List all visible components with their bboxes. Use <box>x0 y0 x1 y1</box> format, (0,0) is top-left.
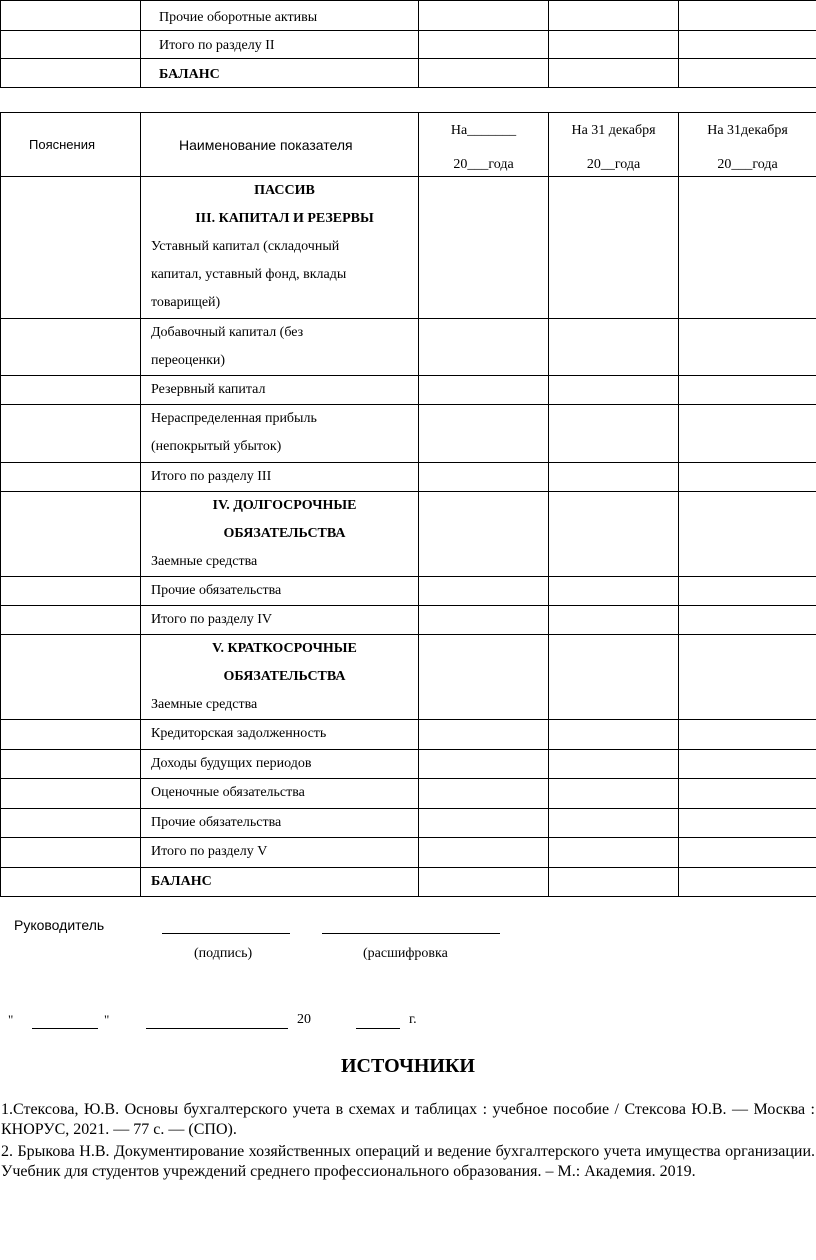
indicator-cell <box>141 59 419 88</box>
table-row <box>1 838 816 868</box>
value-cell <box>549 577 679 606</box>
table-row <box>1 577 816 606</box>
value-cell <box>549 59 679 88</box>
section-heading: IV. ДОЛГОСРОЧНЫЕ <box>212 498 357 513</box>
value-cell <box>549 376 679 405</box>
indicator-label: Уставный капитал (складочный <box>151 239 340 254</box>
signature-sign-line <box>162 933 290 934</box>
value-cell <box>679 177 816 319</box>
value-cell <box>549 868 679 897</box>
sources-title: ИСТОЧНИКИ <box>341 1055 475 1077</box>
indicator-label: Итого по разделу V <box>151 844 268 859</box>
value-cell <box>549 606 679 635</box>
value-cell <box>679 405 816 463</box>
header-col2-bottom: 20__года <box>586 157 641 172</box>
indicator-cell <box>141 31 419 59</box>
indicator-cell <box>141 405 419 463</box>
value-cell <box>419 405 549 463</box>
table-row <box>1 779 816 809</box>
indicator-cell <box>141 779 419 809</box>
table-row <box>1 177 816 319</box>
indicator-label: Прочие обязательства <box>151 815 282 830</box>
header-indicator <box>141 113 419 177</box>
table-row <box>1 750 816 779</box>
value-cell <box>679 635 816 720</box>
notes-cell <box>1 319 141 376</box>
indicator-cell <box>141 750 419 779</box>
indicator-cell <box>141 577 419 606</box>
value-cell <box>419 577 549 606</box>
header-col3-bottom: 20___года <box>717 157 778 172</box>
notes-cell <box>1 59 141 88</box>
notes-cell <box>1 577 141 606</box>
header-notes <box>1 113 141 177</box>
notes-cell <box>1 779 141 809</box>
signature-decode-line <box>322 933 500 934</box>
value-cell <box>679 750 816 779</box>
header-col2-top: На 31 декабря <box>571 123 656 138</box>
notes-cell <box>1 405 141 463</box>
value-cell <box>419 492 549 577</box>
notes-cell <box>1 1 141 31</box>
notes-cell <box>1 750 141 779</box>
value-cell <box>419 319 549 376</box>
section-heading: V. КРАТКОСРОЧНЫЕ <box>212 641 357 656</box>
date-day-line <box>32 1028 98 1029</box>
date-year-line <box>356 1028 400 1029</box>
table-row <box>1 376 816 405</box>
value-cell <box>419 868 549 897</box>
notes-cell <box>1 606 141 635</box>
table-row <box>1 492 816 577</box>
value-cell <box>549 492 679 577</box>
sources-list <box>1 1100 815 1182</box>
value-cell <box>549 1 679 31</box>
value-cell <box>549 319 679 376</box>
notes-cell <box>1 838 141 868</box>
notes-cell <box>1 720 141 750</box>
value-cell <box>419 720 549 750</box>
notes-cell <box>1 463 141 492</box>
indicator-cell <box>141 319 419 376</box>
liabilities-table <box>0 112 816 897</box>
indicator-cell <box>141 1 419 31</box>
source-item-2: 2. Брыкова Н.В. Документирование хозяйственных операций и ведение бухгалтерского учета имущества организации. Учебник для студентов учреждений среднего профессионального образования. – М.: Академия. 2019. <box>1 1143 815 1180</box>
value-cell <box>419 809 549 838</box>
section-heading: ПАССИВ <box>254 183 315 198</box>
indicator-label: переоценки) <box>151 353 226 368</box>
indicator-cell <box>141 177 419 319</box>
signature-decode-caption: (расшифровка <box>363 946 448 961</box>
value-cell <box>419 31 549 59</box>
table-row <box>1 463 816 492</box>
table-row <box>1 606 816 635</box>
indicator-label: Итого по разделу IV <box>151 612 273 627</box>
indicator-cell <box>141 463 419 492</box>
indicator-label: Прочие обязательства <box>151 583 282 598</box>
value-cell <box>549 635 679 720</box>
header-col3-top: На 31декабря <box>707 123 788 138</box>
indicator-label: (непокрытый убыток) <box>151 439 282 454</box>
value-cell <box>419 779 549 809</box>
value-cell <box>419 606 549 635</box>
value-cell <box>549 31 679 59</box>
date-quote-close: " <box>104 1012 110 1027</box>
table-row <box>1 59 816 88</box>
indicator-label: Доходы будущих периодов <box>151 756 312 771</box>
table-row <box>1 809 816 838</box>
date-month-line <box>146 1028 288 1029</box>
value-cell <box>419 635 549 720</box>
notes-cell <box>1 635 141 720</box>
indicator-label: капитал, уставный фонд, вклады <box>151 267 347 282</box>
source-item-1: 1.Стексова, Ю.В. Основы бухгалтерского учета в схемах и таблицах : учебное пособие / Стексова Ю.В. — Москва : КНОРУС, 2021. — 77 с. — (СПО). <box>1 1101 815 1138</box>
notes-cell <box>1 31 141 59</box>
value-cell <box>679 779 816 809</box>
value-cell <box>419 376 549 405</box>
value-cell <box>679 809 816 838</box>
value-cell <box>679 31 816 59</box>
table-row <box>1 405 816 463</box>
value-cell <box>549 809 679 838</box>
value-cell <box>679 1 816 31</box>
header-indicator-label: Наименование показателя <box>179 136 353 153</box>
indicator-label: Итого по разделу III <box>151 469 272 484</box>
notes-cell <box>1 809 141 838</box>
table-row <box>1 319 816 376</box>
value-cell <box>549 720 679 750</box>
value-cell <box>419 177 549 319</box>
value-cell <box>419 838 549 868</box>
indicator-cell <box>141 868 419 897</box>
header-col1-top: На_______ <box>450 123 517 138</box>
value-cell <box>549 177 679 319</box>
indicator-label: БАЛАНС <box>151 874 212 889</box>
value-cell <box>679 606 816 635</box>
header-col1 <box>419 113 549 177</box>
date-year-suffix: г. <box>409 1012 417 1027</box>
value-cell <box>549 779 679 809</box>
indicator-label: Итого по разделу II <box>159 38 275 53</box>
indicator-label: БАЛАНС <box>159 67 220 82</box>
value-cell <box>679 59 816 88</box>
value-cell <box>419 750 549 779</box>
notes-cell <box>1 492 141 577</box>
value-cell <box>679 838 816 868</box>
indicator-label: Добавочный капитал (без <box>151 325 304 340</box>
indicator-label: Оценочные обязательства <box>151 785 305 800</box>
indicator-label: Резервный капитал <box>151 382 266 397</box>
section-heading: III. КАПИТАЛ И РЕЗЕРВЫ <box>195 211 374 226</box>
indicator-label: товарищей) <box>151 295 221 310</box>
notes-cell <box>1 868 141 897</box>
value-cell <box>679 577 816 606</box>
header-notes-label: Пояснения <box>29 137 96 152</box>
value-cell <box>549 838 679 868</box>
value-cell <box>419 1 549 31</box>
section-heading: ОБЯЗАТЕЛЬСТВА <box>223 526 346 541</box>
indicator-cell <box>141 606 419 635</box>
table-row <box>1 31 816 59</box>
value-cell <box>679 720 816 750</box>
indicator-cell <box>141 720 419 750</box>
value-cell <box>549 750 679 779</box>
value-cell <box>679 463 816 492</box>
notes-cell <box>1 177 141 319</box>
header-col1-bottom: 20___года <box>453 157 514 172</box>
signature-role: Руководитель <box>14 917 105 933</box>
value-cell <box>679 492 816 577</box>
value-cell <box>419 59 549 88</box>
section-heading: ОБЯЗАТЕЛЬСТВА <box>223 669 346 684</box>
value-cell <box>549 463 679 492</box>
table-row <box>1 635 816 720</box>
indicator-cell <box>141 635 419 720</box>
indicator-cell <box>141 492 419 577</box>
table-row <box>1 1 816 31</box>
date-year-prefix: 20 <box>297 1012 311 1027</box>
indicator-label: Нераспределенная прибыль <box>151 411 317 426</box>
indicator-label: Прочие оборотные активы <box>159 10 318 25</box>
indicator-cell <box>141 376 419 405</box>
notes-cell <box>1 376 141 405</box>
assets-table-fragment <box>0 0 816 88</box>
indicator-label: Кредиторская задолженность <box>151 726 327 741</box>
table-header-row <box>1 113 816 177</box>
value-cell <box>679 376 816 405</box>
value-cell <box>549 405 679 463</box>
value-cell <box>679 319 816 376</box>
indicator-cell <box>141 809 419 838</box>
value-cell <box>679 868 816 897</box>
date-quote-open: " <box>8 1012 14 1027</box>
indicator-cell <box>141 838 419 868</box>
table-row <box>1 868 816 897</box>
value-cell <box>419 463 549 492</box>
signature-sign-caption: (подпись) <box>194 946 253 961</box>
indicator-label: Заемные средства <box>151 554 258 569</box>
header-col3 <box>679 113 816 177</box>
header-col2 <box>549 113 679 177</box>
table-row <box>1 720 816 750</box>
indicator-label: Заемные средства <box>151 697 258 712</box>
